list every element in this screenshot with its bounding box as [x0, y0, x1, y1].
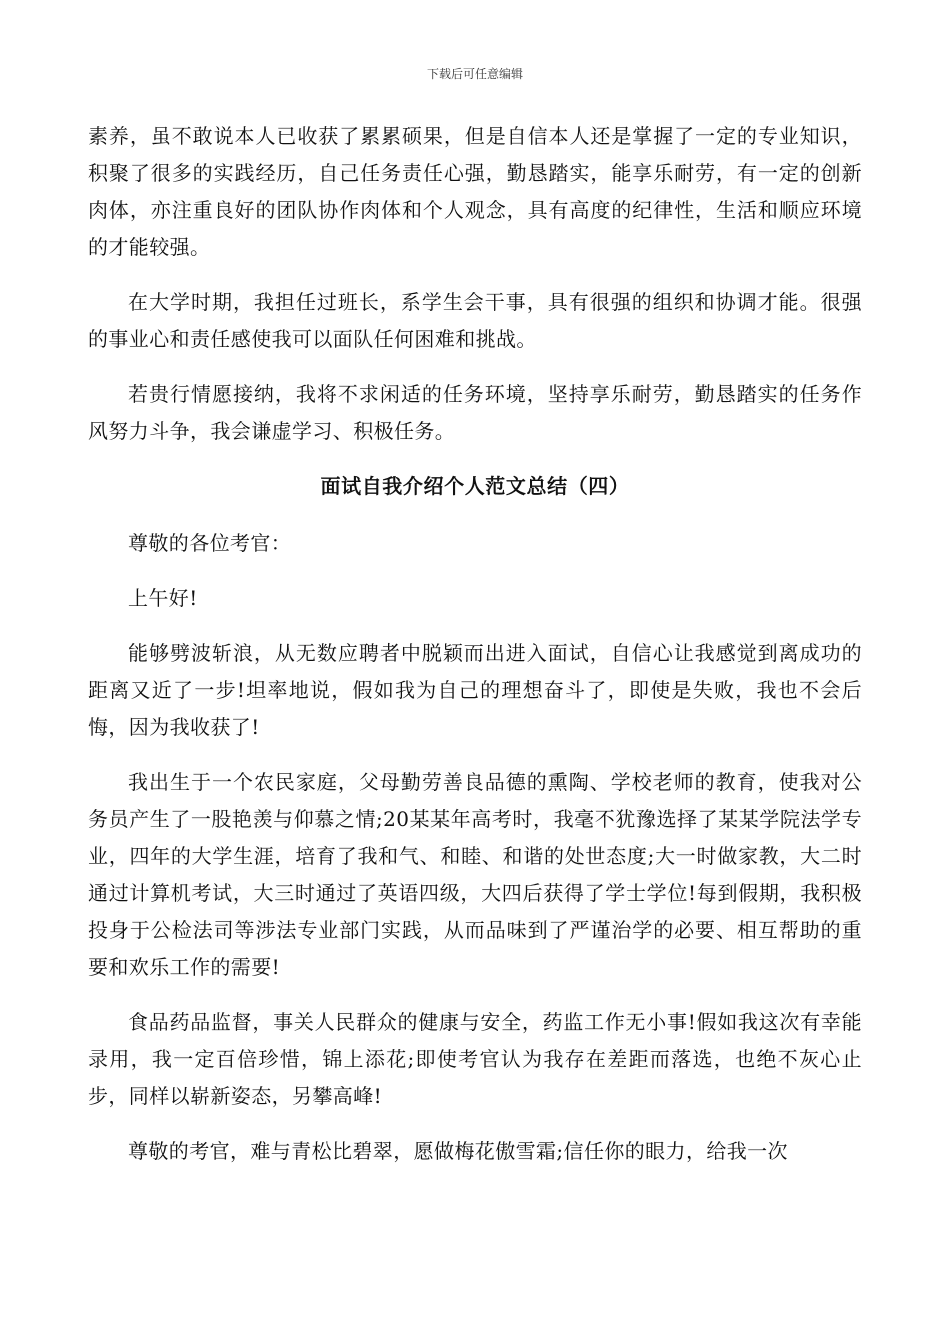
paragraph-background: 我出生于一个农民家庭，父母勤劳善良品德的熏陶、学校老师的教育，使我对公务员产生了一股艳羡与仰慕之情;20某某年高考时，我毫不犹豫选择了某某学院法学专业，四年的大学生涯，培育了我和气、和睦、和谐的处世态度;大一时做家教，大二时通过计算机考试，大三时通过了英语四级，大四后获得了学士学位!每到假期，我积极投身于公检法司等涉法专业部门实践，从而品味到了严谨治学的必要、相互帮助的重要和欢乐工作的需要! [88, 770, 863, 979]
paragraph-salutation: 尊敬的各位考官： [128, 531, 292, 555]
paragraph-food-drug: 食品药品监督，事关人民群众的健康与安全，药监工作无小事!假如我这次有幸能录用，我一定百倍珍惜，锦上添花;即使考官认为我存在差距而落选，也绝不灰心止步，同样以崭新姿态，另攀高峰! [88, 1010, 862, 1108]
page-header: 下载后可任意编辑 [426, 67, 523, 81]
section-title: 面试自我介绍个人范文总结（四） [320, 474, 630, 498]
paragraph-continuation: 素养，虽不敢说本人已收获了累累硕果，但是自信本人还是掌握了一定的专业知识，积聚了很多的实践经历，自己任务责任心强，勤恳踏实，能享乐耐劳，有一定的创新肉体，亦注重良好的团队协作肉体和个人观念，具有高度的纪律性，生活和顺应环境的才能较强。 [88, 124, 862, 259]
paragraph-closing: 尊敬的考官，难与青松比碧翠，愿做梅花傲雪霜;信任你的眼力，给我一次 [128, 1139, 788, 1163]
paragraph-opening: 能够劈波斩浪，从无数应聘者中脱颖而出进入面试，自信心让我感觉到离成功的距离又近了一步!坦率地说，假如我为自己的理想奋斗了，即使是失败，我也不会后悔，因为我收获了! [88, 641, 862, 739]
paragraph-leadership: 在大学时期，我担任过班长，系学生会干事，具有很强的组织和协调才能。很强的事业心和责任感使我可以面队任何困难和挑战。 [88, 290, 862, 351]
document-body [88, 118, 862, 1188]
paragraph-commitment: 若贵行情愿接纳，我将不求闲适的任务环境，坚持享乐耐劳，勤恳踏实的任务作风努力斗争，我会谦虚学习、积极任务。 [88, 382, 862, 443]
paragraph-greeting: 上午好! [128, 586, 198, 610]
